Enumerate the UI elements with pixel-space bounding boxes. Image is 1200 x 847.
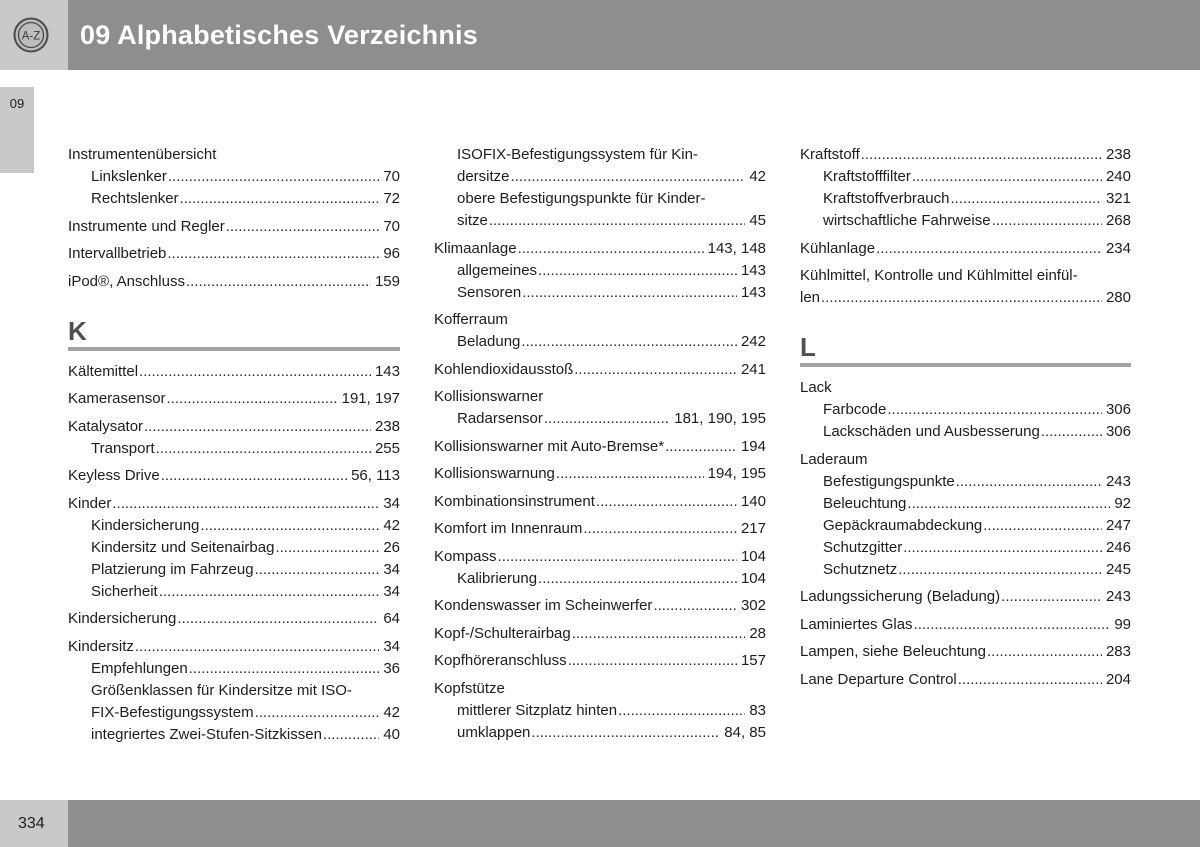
page-reference[interactable]: 245 [1105, 560, 1131, 578]
index-entry-line[interactable] [68, 416, 400, 438]
page-reference[interactable]: 42 [383, 516, 400, 534]
index-entry [800, 265, 1131, 309]
index-subentry[interactable] [434, 260, 766, 282]
dot-leader [275, 537, 379, 559]
page-reference[interactable]: 255 [374, 439, 400, 457]
index-subentry[interactable] [800, 559, 1131, 581]
index-entry-line [434, 386, 766, 408]
page-reference[interactable]: 92 [1114, 494, 1131, 512]
index-entry-line[interactable] [434, 518, 766, 540]
index-subentry[interactable] [434, 700, 766, 722]
page-reference[interactable]: 143 [740, 261, 766, 279]
dot-leader [226, 216, 380, 238]
index-subentry[interactable] [800, 537, 1131, 559]
page-reference[interactable]: 99 [1114, 615, 1131, 633]
dot-leader [538, 260, 737, 282]
entry-title: Kindersitz [68, 637, 134, 655]
page-reference[interactable]: 96 [383, 245, 400, 262]
dot-leader [156, 438, 371, 460]
index-entry-line[interactable] [68, 493, 400, 515]
page-reference[interactable]: 34 [383, 582, 400, 600]
index-subentry[interactable] [68, 658, 400, 680]
index-entry-line-lead [800, 265, 1131, 287]
dot-leader [983, 515, 1102, 537]
index-subentry[interactable] [800, 399, 1131, 421]
entry-title: Klimaanlage [434, 239, 517, 257]
index-entry-line[interactable] [800, 586, 1131, 608]
page-header [0, 0, 1200, 70]
dot-leader [618, 700, 745, 722]
page-reference[interactable]: 241 [740, 360, 766, 378]
entry-title: Kraftstoffverbrauch [823, 190, 950, 207]
dot-leader [186, 271, 371, 293]
entry-continuation-text: Größenklassen für Kindersitze mit ISO- [91, 681, 352, 699]
entry-title: Kindersitz und Seitenairbag [91, 538, 275, 556]
index-entry [68, 243, 400, 265]
dot-leader [538, 568, 737, 590]
entry-title: Kollisionswarnung [434, 465, 555, 482]
section-divider [800, 363, 1131, 367]
index-entry [68, 608, 400, 630]
index-subentry[interactable] [68, 188, 400, 210]
entry-title: iPod®, Anschluss [68, 272, 185, 290]
dot-leader [144, 416, 371, 438]
index-subentry[interactable] [434, 210, 766, 232]
page-reference[interactable]: 104 [740, 569, 766, 587]
dot-leader [1041, 421, 1102, 443]
page-reference[interactable]: 83 [749, 701, 766, 719]
dot-leader [583, 518, 737, 540]
index-entry [68, 388, 400, 410]
entry-title: len [800, 289, 821, 306]
dot-leader [556, 463, 704, 485]
entry-title: FIX-Befestigungssystem [91, 703, 254, 721]
entry-title: Kinder [68, 494, 112, 512]
index-entry-line[interactable] [434, 546, 766, 568]
entry-title: Beladung [457, 333, 521, 350]
index-entry-line [434, 678, 766, 700]
index-column-1 [68, 144, 400, 751]
index-subentry[interactable] [434, 166, 766, 188]
index-subentry[interactable] [434, 722, 766, 744]
entry-continuation-text: ISOFIX-Befestigungssystem für Kin- [457, 146, 698, 163]
page-reference[interactable]: 243 [1105, 588, 1131, 605]
index-entry-line[interactable] [68, 271, 400, 293]
page-reference[interactable]: 283 [1105, 643, 1131, 660]
entry-title: Laderaum [800, 450, 868, 468]
dot-leader [912, 166, 1102, 188]
index-entry-line[interactable] [68, 388, 400, 410]
page-reference[interactable]: 321 [1105, 190, 1131, 207]
index-entry [68, 144, 400, 210]
entry-title: sitze [457, 212, 488, 229]
letter-heading-l [800, 333, 1131, 367]
index-entry [68, 271, 400, 293]
index-entry-line[interactable] [68, 608, 400, 630]
page-number: 334 [18, 815, 45, 832]
index-subentry[interactable] [68, 537, 400, 559]
index-entry-line [800, 377, 1131, 399]
index-entry [434, 144, 766, 232]
dot-leader [168, 166, 379, 188]
index-entry [434, 386, 766, 430]
index-entry-line[interactable] [800, 669, 1131, 691]
page-reference[interactable]: 140 [740, 492, 766, 510]
page-reference[interactable]: 143 [374, 362, 400, 380]
dot-leader [596, 491, 737, 513]
dot-leader [255, 559, 380, 581]
entry-title: Kindersicherung [91, 516, 200, 534]
dot-leader [139, 361, 371, 383]
index-entry [434, 463, 766, 485]
index-entry [68, 465, 400, 487]
entry-title: Keyless Drive [68, 467, 160, 484]
index-entry-line[interactable] [800, 614, 1131, 636]
dot-leader [574, 359, 737, 381]
dot-leader [887, 399, 1102, 421]
index-entry [800, 449, 1131, 581]
entry-title: Beleuchtung [823, 494, 907, 512]
index-entry-line [68, 144, 400, 166]
dot-leader [653, 595, 737, 617]
index-entry-line[interactable] [434, 491, 766, 513]
page-reference[interactable]: 84, 85 [724, 723, 766, 741]
page-reference[interactable]: 36 [383, 659, 400, 677]
dot-leader [544, 408, 670, 430]
index-subentry[interactable] [800, 188, 1131, 210]
page-reference[interactable]: 26 [383, 538, 400, 556]
dot-leader [177, 608, 379, 630]
entry-title: Kindersicherung [68, 610, 177, 627]
a-z-index-icon [13, 17, 49, 53]
dot-leader [323, 724, 379, 746]
entry-title: integriertes Zwei-Stufen-Sitzkissen [91, 725, 322, 743]
entry-title: Schutzgitter [823, 538, 903, 556]
entry-title: Komfort im Innenraum [434, 520, 583, 537]
entry-title: Schutznetz [823, 560, 898, 578]
dot-leader [522, 282, 737, 304]
entry-title: Platzierung im Fahrzeug [91, 560, 254, 578]
page-reference[interactable]: 280 [1105, 289, 1131, 306]
dot-leader [167, 388, 338, 410]
index-entry [434, 595, 766, 617]
dot-leader [898, 559, 1102, 581]
page-reference[interactable]: 306 [1105, 423, 1131, 440]
a-z-icon-text: A-Z [21, 30, 41, 43]
index-entry [800, 238, 1131, 260]
entry-title: Kofferraum [434, 311, 508, 328]
index-subentry[interactable] [800, 210, 1131, 232]
entry-title: Kompass [434, 547, 497, 565]
entry-continuation-text: obere Befestigungspunkte für Kinder- [457, 190, 706, 207]
index-subentry[interactable] [434, 568, 766, 590]
index-subentry[interactable] [68, 581, 400, 603]
entry-title: Rechtslenker [91, 190, 179, 207]
index-subentry[interactable] [68, 702, 400, 724]
index-subentry[interactable] [800, 421, 1131, 443]
page-reference[interactable]: 42 [749, 168, 766, 185]
section-letter: L [800, 332, 816, 362]
entry-title: Radarsensor [457, 410, 543, 427]
dot-leader [1001, 586, 1102, 608]
index-subentry[interactable] [68, 438, 400, 460]
index-entry-line[interactable] [68, 216, 400, 238]
entry-title: Kraftstofffilter [823, 168, 911, 185]
dot-leader [531, 722, 720, 744]
index-column-2 [434, 144, 766, 749]
page-reference[interactable]: 143, 148 [707, 239, 766, 257]
page-footer [0, 800, 1200, 847]
page-reference[interactable]: 302 [740, 597, 766, 614]
letter-heading-k [68, 317, 400, 351]
dot-leader [112, 493, 379, 515]
page-reference[interactable]: 34 [383, 560, 400, 578]
index-entry-line[interactable] [68, 636, 400, 658]
index-entry [434, 359, 766, 381]
index-subentry[interactable] [68, 724, 400, 746]
index-subentry[interactable] [434, 408, 766, 430]
entry-title: Instrumente und Regler [68, 217, 225, 235]
page-reference[interactable]: 191, 197 [341, 390, 400, 407]
entry-title: Kombinationsinstrument [434, 492, 595, 510]
page-reference[interactable]: 28 [749, 624, 766, 642]
index-entry [434, 546, 766, 590]
index-subentry[interactable] [68, 559, 400, 581]
dot-leader [992, 210, 1102, 232]
page-reference[interactable]: 238 [1105, 146, 1131, 163]
entry-title: Kamerasensor [68, 390, 166, 407]
entry-title: Kühlanlage [800, 239, 876, 257]
dot-leader [903, 537, 1102, 559]
index-entry [800, 641, 1131, 663]
page-reference[interactable]: 143 [740, 283, 766, 301]
index-entry [434, 518, 766, 540]
entry-title: Lackschäden und Ausbesserung [823, 423, 1040, 440]
index-entry-line[interactable] [800, 641, 1131, 663]
entry-title: Lack [800, 379, 832, 396]
entry-title: Farbcode [823, 401, 887, 418]
index-entry [434, 238, 766, 304]
index-entry-line[interactable] [434, 463, 766, 485]
index-column-3 [800, 144, 1131, 696]
page-reference[interactable]: 306 [1105, 401, 1131, 418]
entry-title: Gepäckraumabdeckung [823, 516, 983, 534]
index-entry-line[interactable] [800, 287, 1131, 309]
page-reference[interactable]: 204 [1105, 670, 1131, 688]
chapter-tab: 09 [0, 87, 34, 173]
entry-title: Linkslenker [91, 168, 167, 185]
entry-title: Kopfstütze [434, 679, 505, 697]
entry-title: mittlerer Sitzplatz hinten [457, 701, 618, 719]
dot-leader [876, 238, 1102, 260]
index-entry [434, 436, 766, 458]
entry-title: Befestigungspunkte [823, 472, 955, 490]
index-entry [800, 669, 1131, 691]
index-subentry[interactable] [800, 471, 1131, 493]
index-subentry-lead [434, 188, 766, 210]
index-entry [434, 491, 766, 513]
index-entry [800, 614, 1131, 636]
index-subentry[interactable] [68, 166, 400, 188]
index-entry-line[interactable] [68, 361, 400, 383]
index-entry-line[interactable] [434, 623, 766, 645]
page-reference[interactable]: 194 [740, 437, 766, 455]
page-title: 09 Alphabetisches Verzeichnis [80, 20, 478, 50]
index-entry-line[interactable] [434, 436, 766, 458]
index-entry-line [800, 449, 1131, 471]
index-entry-line[interactable] [434, 595, 766, 617]
page-reference[interactable]: 157 [740, 652, 766, 669]
header-badge-box [0, 0, 68, 70]
index-subentry[interactable] [68, 515, 400, 537]
dot-leader [180, 188, 380, 210]
page-reference[interactable]: 246 [1105, 538, 1131, 556]
index-entry [800, 144, 1131, 232]
page-reference[interactable]: 45 [749, 212, 766, 229]
page-reference[interactable]: 159 [374, 272, 400, 290]
entry-title: dersitze [457, 168, 510, 185]
index-subentry[interactable] [800, 515, 1131, 537]
dot-leader [907, 493, 1110, 515]
page-reference[interactable]: 247 [1105, 516, 1131, 534]
dot-leader [200, 515, 379, 537]
index-entry [434, 309, 766, 353]
entry-title: Empfehlungen [91, 659, 188, 677]
entry-title: Katalysator [68, 417, 144, 435]
dot-leader [956, 471, 1102, 493]
dot-leader [950, 188, 1102, 210]
index-entry-line[interactable] [68, 243, 400, 265]
index-entry [68, 636, 400, 746]
page-reference[interactable]: 34 [383, 637, 400, 655]
page-reference[interactable]: 34 [383, 494, 400, 512]
index-entry-line[interactable] [800, 144, 1131, 166]
dot-leader [821, 287, 1102, 309]
entry-title: Lane Departure Control [800, 670, 957, 688]
dot-leader [498, 546, 737, 568]
entry-title: Sensoren [457, 283, 522, 301]
entry-title: allgemeines [457, 261, 538, 279]
page-reference[interactable]: 217 [740, 520, 766, 537]
section-letter: K [68, 315, 87, 346]
index-entry [68, 416, 400, 460]
dot-leader [665, 436, 737, 458]
page-reference[interactable]: 240 [1105, 168, 1131, 185]
entry-title: Transport [91, 439, 155, 457]
dot-leader [135, 636, 379, 658]
index-entry-line[interactable] [434, 238, 766, 260]
page-reference[interactable]: 243 [1105, 472, 1131, 490]
page-reference[interactable]: 42 [383, 703, 400, 721]
entry-title: Kalibrierung [457, 569, 538, 587]
index-subentry[interactable] [434, 331, 766, 353]
entry-title: Kollisionswarner [434, 388, 544, 405]
dot-leader [518, 238, 704, 260]
index-entry [434, 678, 766, 744]
page-reference[interactable]: 268 [1105, 212, 1131, 229]
dot-leader [159, 581, 380, 603]
page-reference[interactable]: 72 [383, 190, 400, 207]
page-reference[interactable]: 242 [740, 333, 766, 350]
page-reference[interactable]: 238 [374, 417, 400, 435]
page-reference[interactable]: 70 [383, 168, 400, 185]
entry-title: Laminiertes Glas [800, 615, 913, 633]
dot-leader [861, 144, 1102, 166]
index-entry [434, 623, 766, 645]
index-entry [68, 493, 400, 603]
index-subentry-lead [68, 680, 400, 702]
page-reference[interactable]: 40 [383, 725, 400, 743]
dot-leader [167, 243, 379, 265]
page-reference[interactable]: 234 [1105, 239, 1131, 257]
index-entry-line [434, 309, 766, 331]
index-entry-line[interactable] [800, 238, 1131, 260]
index-entry-line[interactable] [434, 650, 766, 672]
entry-title: Kraftstoff [800, 146, 860, 163]
page-reference[interactable]: 194, 195 [707, 465, 766, 482]
page-reference[interactable]: 104 [740, 547, 766, 565]
page-reference[interactable]: 64 [383, 610, 400, 627]
entry-title: Instrumentenübersicht [68, 146, 217, 163]
entry-title: Kollisionswarner mit Auto-Bremse* [434, 437, 665, 455]
entry-title: Kältemittel [68, 362, 139, 380]
index-entry [800, 377, 1131, 443]
index-subentry-lead [434, 144, 766, 166]
dot-leader [958, 669, 1102, 691]
index-entry [800, 586, 1131, 608]
dot-leader [568, 650, 737, 672]
section-divider [68, 347, 400, 351]
index-subentry[interactable] [800, 493, 1131, 515]
entry-title: Kondenswasser im Scheinwerfer [434, 597, 653, 614]
entry-title: Sicherheit [91, 582, 158, 600]
dot-leader [987, 641, 1102, 663]
dot-leader [189, 658, 380, 680]
page-reference[interactable]: 181, 190, 195 [674, 410, 766, 427]
index-entry [68, 216, 400, 238]
dot-leader [255, 702, 380, 724]
entry-title: Intervallbetrieb [68, 245, 167, 262]
dot-leader [489, 210, 745, 232]
dot-leader [914, 614, 1111, 636]
index-subentry[interactable] [800, 166, 1131, 188]
entry-title: Lampen, siehe Beleuchtung [800, 643, 986, 660]
index-subentry[interactable] [434, 282, 766, 304]
page-reference[interactable]: 56, 113 [351, 467, 400, 484]
dot-leader [521, 331, 737, 353]
index-entry-line[interactable] [434, 359, 766, 381]
entry-title: Kohlendioxidausstoß [434, 360, 574, 378]
entry-continuation-text: Kühlmittel, Kontrolle und Kühlmittel einfül- [800, 267, 1078, 284]
dot-leader [511, 166, 746, 188]
entry-title: Ladungssicherung (Beladung) [800, 588, 1001, 605]
dot-leader [161, 465, 347, 487]
entry-title: umklappen [457, 723, 531, 741]
entry-title: Kopf-/Schulterairbag [434, 624, 571, 642]
page-number-box [0, 800, 68, 847]
index-entry [68, 361, 400, 383]
dot-leader [572, 623, 746, 645]
index-entry-line[interactable] [68, 465, 400, 487]
entry-title: wirtschaftliche Fahrweise [823, 212, 991, 229]
index-entry [434, 650, 766, 672]
entry-title: Kopfhöreranschluss [434, 652, 567, 669]
page-reference[interactable]: 70 [383, 217, 400, 235]
